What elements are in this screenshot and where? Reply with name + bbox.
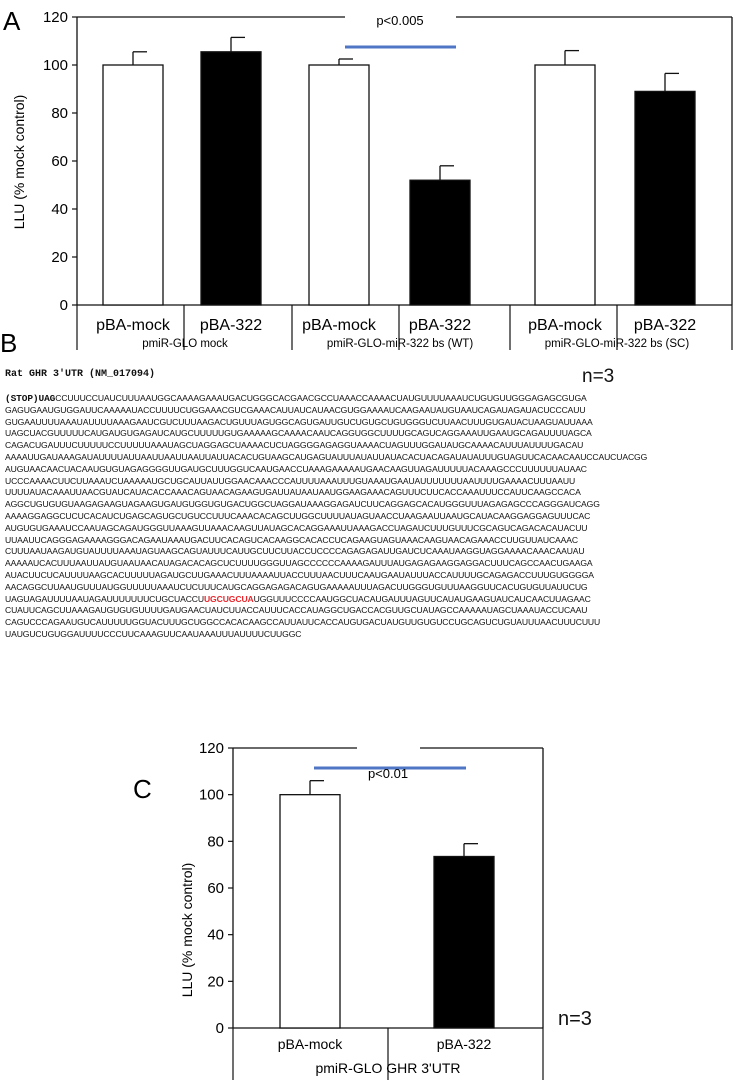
y-tick-label: 80 <box>207 833 224 851</box>
sequence-line: AUGUAACAACUACAAUGUGUAGAGGGGUUGAUGCUUUGGUCAAUGAACCUAAAGAAAAAUGAACAAGUUAGAUUUUUACAAAGCCCUUUUUUAUAAC <box>5 463 587 474</box>
bar <box>103 65 163 305</box>
sequence-line: AUACUUCUCAUUUUAAGCACUUUUUAGAUGCUUGAAACUUUAAAAUUACCUUUAACUUUCAAUGAAUAUUUACCAUUUUGCAGAGACCUUUGUGGGGA <box>5 569 594 580</box>
sequence-line: CAGACUGAUUUCUUUUUCCUUUUUAAAUAGCUAGGAGCUAAAACUCUAGGGGAGAGGUAAAACUAGUUUGGAUAUGCAAAACAUUUAUUUUGACAU <box>5 440 584 451</box>
sequence-line: UAGCUACGUUUUUCAUGAUGUGAGAUCAUGCUUUUUGUGAAAAAGCAAAACAAUCAGGUGGCUUUUGCAGUCAGGAAAUUGAAUGCAGAUUUUAGCA <box>5 428 592 439</box>
sequence-line: AGGCUGUGUGUAAGAGAAGUAGAAGUGAUGUGGUGUGACUGGCUAGGAUAAAGGAGAUCUUCAGGAGCACAUGGGUUUAGAGAGCCCAGGGAUCAGG <box>5 499 600 510</box>
y-tick-label: 40 <box>51 201 68 218</box>
chart-a <box>11 9 732 350</box>
sequence-line-text: CCUUUCCUAUCUUUAAUGGCAAAAGAAAUGACUGGGCACGAACGCCUAAACCAAAACUAUGUUUUAAAUCUGUGUUGGGAGAGCGUGA <box>55 393 587 403</box>
bar-label: pBA-322 <box>408 317 472 334</box>
sequence-line: AUGUGUGAAAUCCAAUAGCAGAUGGGUUAAAGUUAAACAAGUUAUAGCACAGGAAAUUAAAGACCUAGAUCUUUGUUUCGCAGUCAGACACAUACUU <box>5 522 588 533</box>
bar <box>535 65 595 305</box>
y-tick-label: 80 <box>51 105 68 122</box>
n-label-c: n=3 <box>558 1008 592 1030</box>
sequence-segment: UGGUUUCCCCAAUGGCUACAUGAUUUAGUUCAUAUGAAGUAUCAUCAACUUAGAAC <box>253 593 591 604</box>
bar-label: pBA-mock <box>277 1036 343 1052</box>
sequence-line: UCCCAAAACUUCUUAAAUCUAAAAAUGCUGCAUUAUUGGAACAAACCCAUUUUAAAUUUGUAAAUGAAUAUUUUUUUAAUUUUGAAAACUUUAAUU <box>5 475 576 486</box>
sequence-line: GUGAAUUUUAAAUAUUUUAAAGAAUCGUCUUUAAGACUGUUUAGUGGCAGUGAUUGUCUGUGCUGUGGGUCUUAACUUUGUGAUACUAAGUAUUAAA <box>5 416 593 427</box>
y-tick-label: 0 <box>215 1020 224 1037</box>
sequence-line <box>5 393 743 405</box>
sequence-line: UUUUAUACAAAUUAACGUAUCAUACACCAAACAGUAACAGAAGUGAUUAUAAUAAUGGAAGAAACAGUUUCUUCACCAAAUUUCCAUUCAAGCCACA <box>5 487 581 498</box>
y-tick-label: 40 <box>207 926 224 944</box>
sequence-heading: Rat GHR 3'UTR (NM_017094) <box>5 369 156 380</box>
sequence-line-with-site <box>5 594 743 606</box>
sequence-line: AACAGGCUUAAUGUUUAUGGUUUUUAAAUCUCUUUCAUGCAGGAGAGACAGUGAAAAAUUUAGACUUGGGUGUUUAAGGUUCACUGUGUUAUUCUG <box>5 581 588 592</box>
bar <box>410 180 470 305</box>
y-axis-label-c: LLU (% mock control) <box>179 862 195 998</box>
bar-label: pBA-mock <box>528 317 602 334</box>
n-label-b: n=3 <box>582 366 615 387</box>
bar-label: pBA-322 <box>633 317 697 334</box>
bar-label: pBA-322 <box>436 1036 492 1052</box>
sequence-line: UUAAUUCAGGGAGAAAAGGGACAGAAUAAAUGACUUCACAGUCACAAGGCACACCUCAGAAGUAGUAAACAAGUAACAGAAACCUUGUUAUCAAAC <box>5 534 578 545</box>
y-axis-label-a: LLU (% mock control) <box>11 94 27 230</box>
bar <box>201 52 261 305</box>
y-tick-label: 60 <box>51 153 68 170</box>
y-tick-label: 100 <box>198 786 224 804</box>
bar <box>635 91 695 305</box>
bars-c <box>280 768 494 1028</box>
bars-a <box>103 37 695 305</box>
sequence-line: CUAUUCAGCUUAAAGAUGUGUGUUUUGAUGAACUAUCUUACCAUUUCACCAUAGGCUGACCACGUUGCUAUAGCCAAAAAUAGCUAAAUACCUCAAU <box>5 605 588 616</box>
y-tick-label: 0 <box>59 297 68 314</box>
stop-codon: (STOP)UAG <box>5 393 56 404</box>
p-value-annotation-c: p<0.01 <box>367 766 409 781</box>
group-label: pmiR-GLO GHR 3'UTR <box>315 1060 461 1076</box>
bar-label: pBA-322 <box>199 317 263 334</box>
sequence-line: GAGUGAAUGUGGAUUCAAAAAUACCUUUUCUGGAAACGUCGAAACAUUAUCAUAACGUGGAAAAUCAAGAAUAUGUAAUCAGAUAGAUACUCCCAUU <box>5 404 586 415</box>
y-tick-label: 120 <box>42 9 68 26</box>
bar <box>434 857 494 1029</box>
sequence-line: AAAAUUGAUAAAGAUAUUUUAUUAAUUAAUUAAUUAUUACACUGUAAGCAUGAGUAUUUAUAUUAUACACUACAGAUAUAUUUGUAGUUCACAACAAUCCAUCUACGG <box>5 451 648 462</box>
bar <box>280 795 340 1028</box>
y-tick-label: 60 <box>207 880 224 897</box>
chart-c <box>179 740 543 1080</box>
group-label: pmiR-GLO-miR-322 bs (SC) <box>544 338 690 350</box>
group-label: pmiR-GLO mock <box>142 338 228 350</box>
group-label: pmiR-GLO-miR-322 bs (WT) <box>326 338 474 350</box>
x-labels-c <box>233 1028 543 1080</box>
x-labels-a <box>77 305 732 350</box>
mir-322-binding-site: UGCUGCUA <box>203 593 254 604</box>
y-tick-label: 120 <box>198 740 224 757</box>
y-tick-label: 100 <box>42 57 68 74</box>
y-tick-label: 20 <box>207 973 224 991</box>
sequence-line: AAAAGGAGGCUCUCACAUCUGAGCAGUGCUGUCCUUUCAAACACAGCUUGGCUUUUAUAGUAACCUAAGAAUUAAUGCAUACAAGGAGGAGUUUCAC <box>5 510 591 521</box>
utr-sequence <box>5 393 743 641</box>
sequence-line: UAUGUCUGUGGAUUUUCCCUUCAAAGUUCAAUAAAUUUAUUUUCUUGGC <box>5 628 302 639</box>
sequence-segment: UAGUAGAUUUUAAUAGAUUUUUUUCUGCUACCU <box>5 593 204 604</box>
sequence-line: AAAAAUCACUUUAAUUAUGUAAUAACAUAGACACAGCUCUUUUGGGUUAGCCCCCCAAAAGAUUUAUGAGAGAAGGAGGACUUUCAGCCAACUGAAGA <box>5 558 593 569</box>
panel-letter-b: B <box>0 328 18 358</box>
panel-letter-a: A <box>3 6 21 36</box>
y-tick-label: 20 <box>51 249 68 266</box>
p-value-annotation-a: p<0.005 <box>376 13 424 28</box>
bar-label: pBA-mock <box>96 317 170 334</box>
panel-letter-c: C <box>133 774 152 804</box>
bar-label: pBA-mock <box>302 317 376 334</box>
bar <box>309 65 369 305</box>
sequence-line: CUUUAAUAAGAUGUAUUUUAAAUAGUAAGCAGUAUUUCAUUGCUUCUUACCUCCCCAGAGAGAUUGAUCUCAAAUAAGGUAGGAAAACAAACAAUAU <box>5 546 585 557</box>
sequence-line: CAGUCCCAGAAUGUCAUUUUUGGUACUUUGCUGGCCACACAAGCCAUUAUUCACCAUGUGACUAUGUUGUGUCCUGCAGUCUGUAUUUAACUUUCUUU <box>5 617 601 628</box>
